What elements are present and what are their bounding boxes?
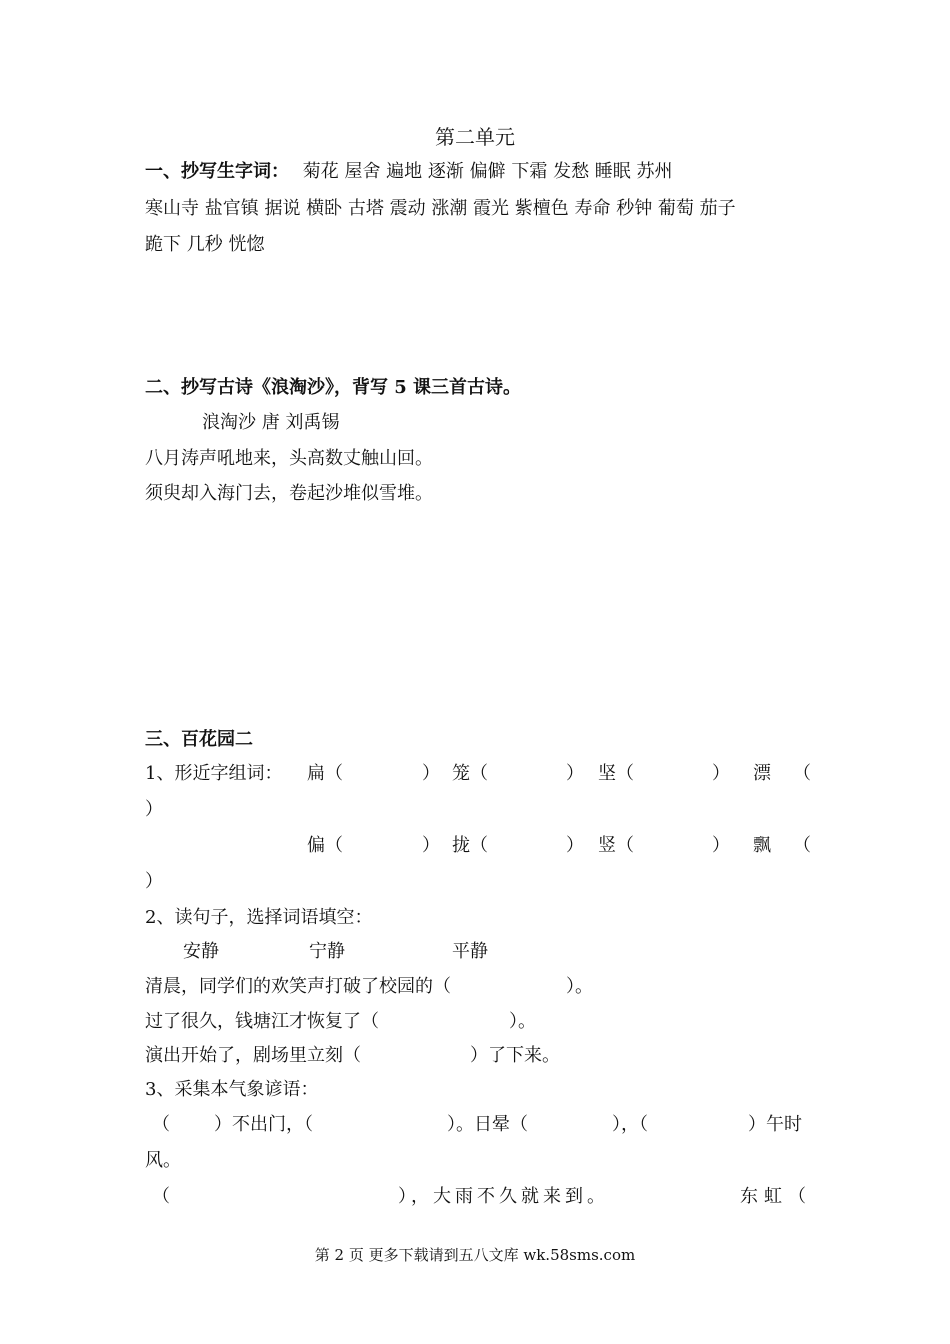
q1-row2-tail: ） [145,871,163,892]
q1-row1-c6: ） [712,763,730,784]
q2-option-1: 安静 [183,941,219,962]
q2-sentence-3: 演出开始了，剧场里立刻（ [145,1045,361,1066]
q3-r2-c1: （ [152,1186,170,1207]
q1-row1-c4: ） [566,763,584,784]
section-2-heading: 二、抄写古诗《浪淘沙》，背写 5 课三首古诗。 [145,377,522,398]
q1-row2-c5: 竖（ [598,835,634,856]
vocab-line-2: 寒山寺 盐官镇 据说 横卧 古塔 震动 涨潮 霞光 紫檀色 寿命 秒钟 葡萄 茄子 [145,198,736,219]
q3-label: 3、采集本气象谚语： [145,1079,319,1100]
q3-r1-tail: 风。 [145,1150,181,1171]
q3-r2-c3: 东虹（ [740,1186,812,1207]
q2-sentence-1-end: ）。 [566,976,593,997]
q2-sentence-3-end: ）了下来。 [470,1045,560,1066]
q2-label: 2、读句子，选择词语填空： [145,907,373,928]
q1-row2-c2: ） [422,835,440,856]
q1-row2-c3: 拢（ [452,835,488,856]
poem-line-2: 须臾却入海门去，卷起沙堆似雪堆。 [145,483,433,504]
q1-row2-c1: 偏（ [307,835,343,856]
q1-row2-c7: 飘 [753,835,771,856]
q3-r1-c3: ）。日晕（ [447,1114,528,1135]
vocab-line-3: 跪下 几秒 恍惚 [145,234,265,255]
q1-row2-c6: ） [712,835,730,856]
q1-row1-c7: 漂 [753,763,771,784]
poem-title: 浪淘沙 唐 刘禹锡 [202,412,340,433]
q1-row1-c2: ） [422,763,440,784]
page-title: 第二单元 [435,125,515,149]
q1-row1-c1: 扁（ [307,763,343,784]
q3-r1-c1: （ [152,1114,170,1135]
q1-row1-c3: 笼（ [452,763,488,784]
q3-r1-c5: ）午时 [748,1114,802,1135]
section-1-heading: 一、抄写生字词： [145,161,289,182]
q2-sentence-1: 清晨，同学们的欢笑声打破了校园的（ [145,976,451,997]
q2-sentence-2: 过了很久，钱塘江才恢复了（ [145,1011,379,1032]
section-1-line-1 [145,160,673,184]
vocab-line-1: 菊花 屋舍 遍地 逐渐 偏僻 下霜 发愁 睡眠 苏州 [302,161,673,182]
q2-option-3: 平静 [452,941,488,962]
q2-sentence-2-end: ）。 [509,1011,536,1032]
q1-row1-tail: ） [145,799,163,820]
section-3-heading: 三、百花园二 [145,729,253,750]
q1-row1-c5: 坚（ [598,763,634,784]
q1-row1-c8: （ [793,763,811,784]
q1-row2-c4: ） [566,835,584,856]
q1-row2-c8: （ [793,835,811,856]
q3-r2-c2: ），大雨不久就来到。 [398,1186,609,1207]
poem-line-1: 八月涛声吼地来，头高数丈触山回。 [145,448,433,469]
q1-label: 1、形近字组词： [145,763,283,784]
q3-r1-c4: ），（ [612,1114,648,1135]
q2-option-2: 宁静 [309,941,345,962]
q3-r1-c2: ）不出门，（ [214,1114,313,1135]
page-footer: 第 2 页 更多下载请到五八文库 wk.58sms.com [314,1246,636,1264]
